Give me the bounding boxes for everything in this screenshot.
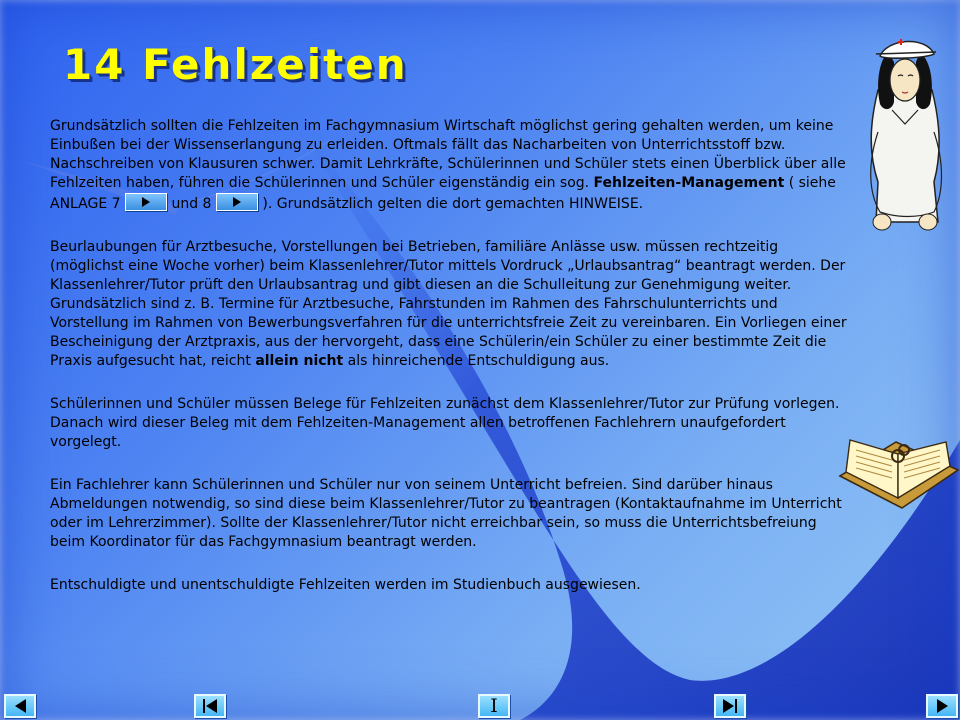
previous-slide-button[interactable] <box>4 694 36 718</box>
next-slide-button[interactable] <box>926 694 958 718</box>
paragraph-1-bold: Fehlzeiten-Management <box>593 175 785 191</box>
paragraph-2-text-b: als hinreichende Entschuldigung aus. <box>343 353 610 369</box>
paragraph-subject-teacher: Ein Fachlehrer kann Schülerinnen und Schüler nur von seinem Unterricht befreien. Sind darüber hinaus Abmeldungen notwendig, so sind diese beim Klassenlehrer/Tutor zu beantragen (Kontaktaufnahme im Unterricht oder im Lehrerzimmer). Sollte der Klassenlehrer/Tutor nicht erreichbar sein, so muss die Unterrichtsbefreiung beim Koordinator für das Fachgymnasium beantragt werden. <box>50 477 842 550</box>
paragraph-absence-intro <box>50 117 850 214</box>
nurse-clipart <box>848 32 958 232</box>
last-slide-button[interactable] <box>714 694 746 718</box>
skip-to-first-icon <box>203 699 217 713</box>
slide-body <box>50 117 850 619</box>
info-button[interactable] <box>478 694 510 718</box>
paragraph-absence-proof: Schülerinnen und Schüler müssen Belege für Fehlzeiten zunächst dem Klassenlehrer/Tutor zur Prüfung vorlegen. Danach wird dieser Beleg mit dem Fehlzeiten-Management allen betroffenen Fachlehrern unaufgefordert vorgelegt. <box>50 396 840 450</box>
first-slide-button[interactable] <box>194 694 226 718</box>
skip-to-last-icon <box>723 699 737 713</box>
play-arrow-icon <box>142 197 150 207</box>
triangle-right-icon <box>937 699 948 713</box>
paragraph-2-text-a: Beurlaubungen für Arztbesuche, Vorstellungen bei Betrieben, familiäre Anlässe usw. müssen rechtzeitig (möglichst eine Woche vorher) beim Klassenlehrer/Tutor mittels Vordruck „Urlaubsantrag“ beantragt werden. Der Klassenlehrer/Tutor prüft den Urlaubsantrag und gibt diesen an die Schulleitung zur Genehmigung weiter. Grundsätzlich sind z. B. Termine für Arztbesuche, Fahrstunden im Rahmen des Fahrschulunterrichts und Vorstellung im Rahmen von Bewerbungsverfahren für die unterrichtsfreie Zeit zu vereinbaren. Ein Vorliegen einer Bescheinigung der Arztpraxis, aus der hervorgeht, dass eine Schülerin/ein Schüler zu einer bestimmte Zeit die Praxis aufgesucht hat, reicht <box>50 239 847 369</box>
paragraph-1-text-a: Grundsätzlich sollten die Fehlzeiten im Fachgymnasium Wirtschaft möglichst gering gehalten werden, um keine Einbußen bei der Wissenserlangung zu erleiden. Oftmals fällt das Nacharbeiten von Unterrichtsstoff bzw. Nachschreiben von Klausuren schwer. Damit Lehrkräfte, Schülerinnen und Schüler stets einen Überblick über alle Fehlzeiten haben, führen die Schülerinnen und Schüler eigenständig ein sog. <box>50 118 846 191</box>
play-arrow-icon <box>233 197 241 207</box>
paragraph-2-bold: allein nicht <box>255 353 344 369</box>
annex-8-link-button[interactable] <box>216 193 258 211</box>
paragraph-leave-requests <box>50 238 850 371</box>
paragraph-1-text-d: ). Grundsätzlich gelten die dort gemachten HINWEISE. <box>257 196 644 212</box>
paragraph-study-book: Entschuldigte und unentschuldigte Fehlzeiten werden im Studienbuch ausgewiesen. <box>50 577 641 593</box>
slide-title: 14 Fehlzeiten <box>63 40 408 89</box>
open-book-clipart <box>836 436 960 516</box>
info-button-label: I <box>490 694 498 717</box>
annex-7-link-button[interactable] <box>125 193 167 211</box>
triangle-left-icon <box>15 699 26 713</box>
paragraph-1-text-b: ( siehe ANLAGE 7 <box>50 175 836 212</box>
paragraph-1-text-c: und 8 <box>167 196 216 212</box>
